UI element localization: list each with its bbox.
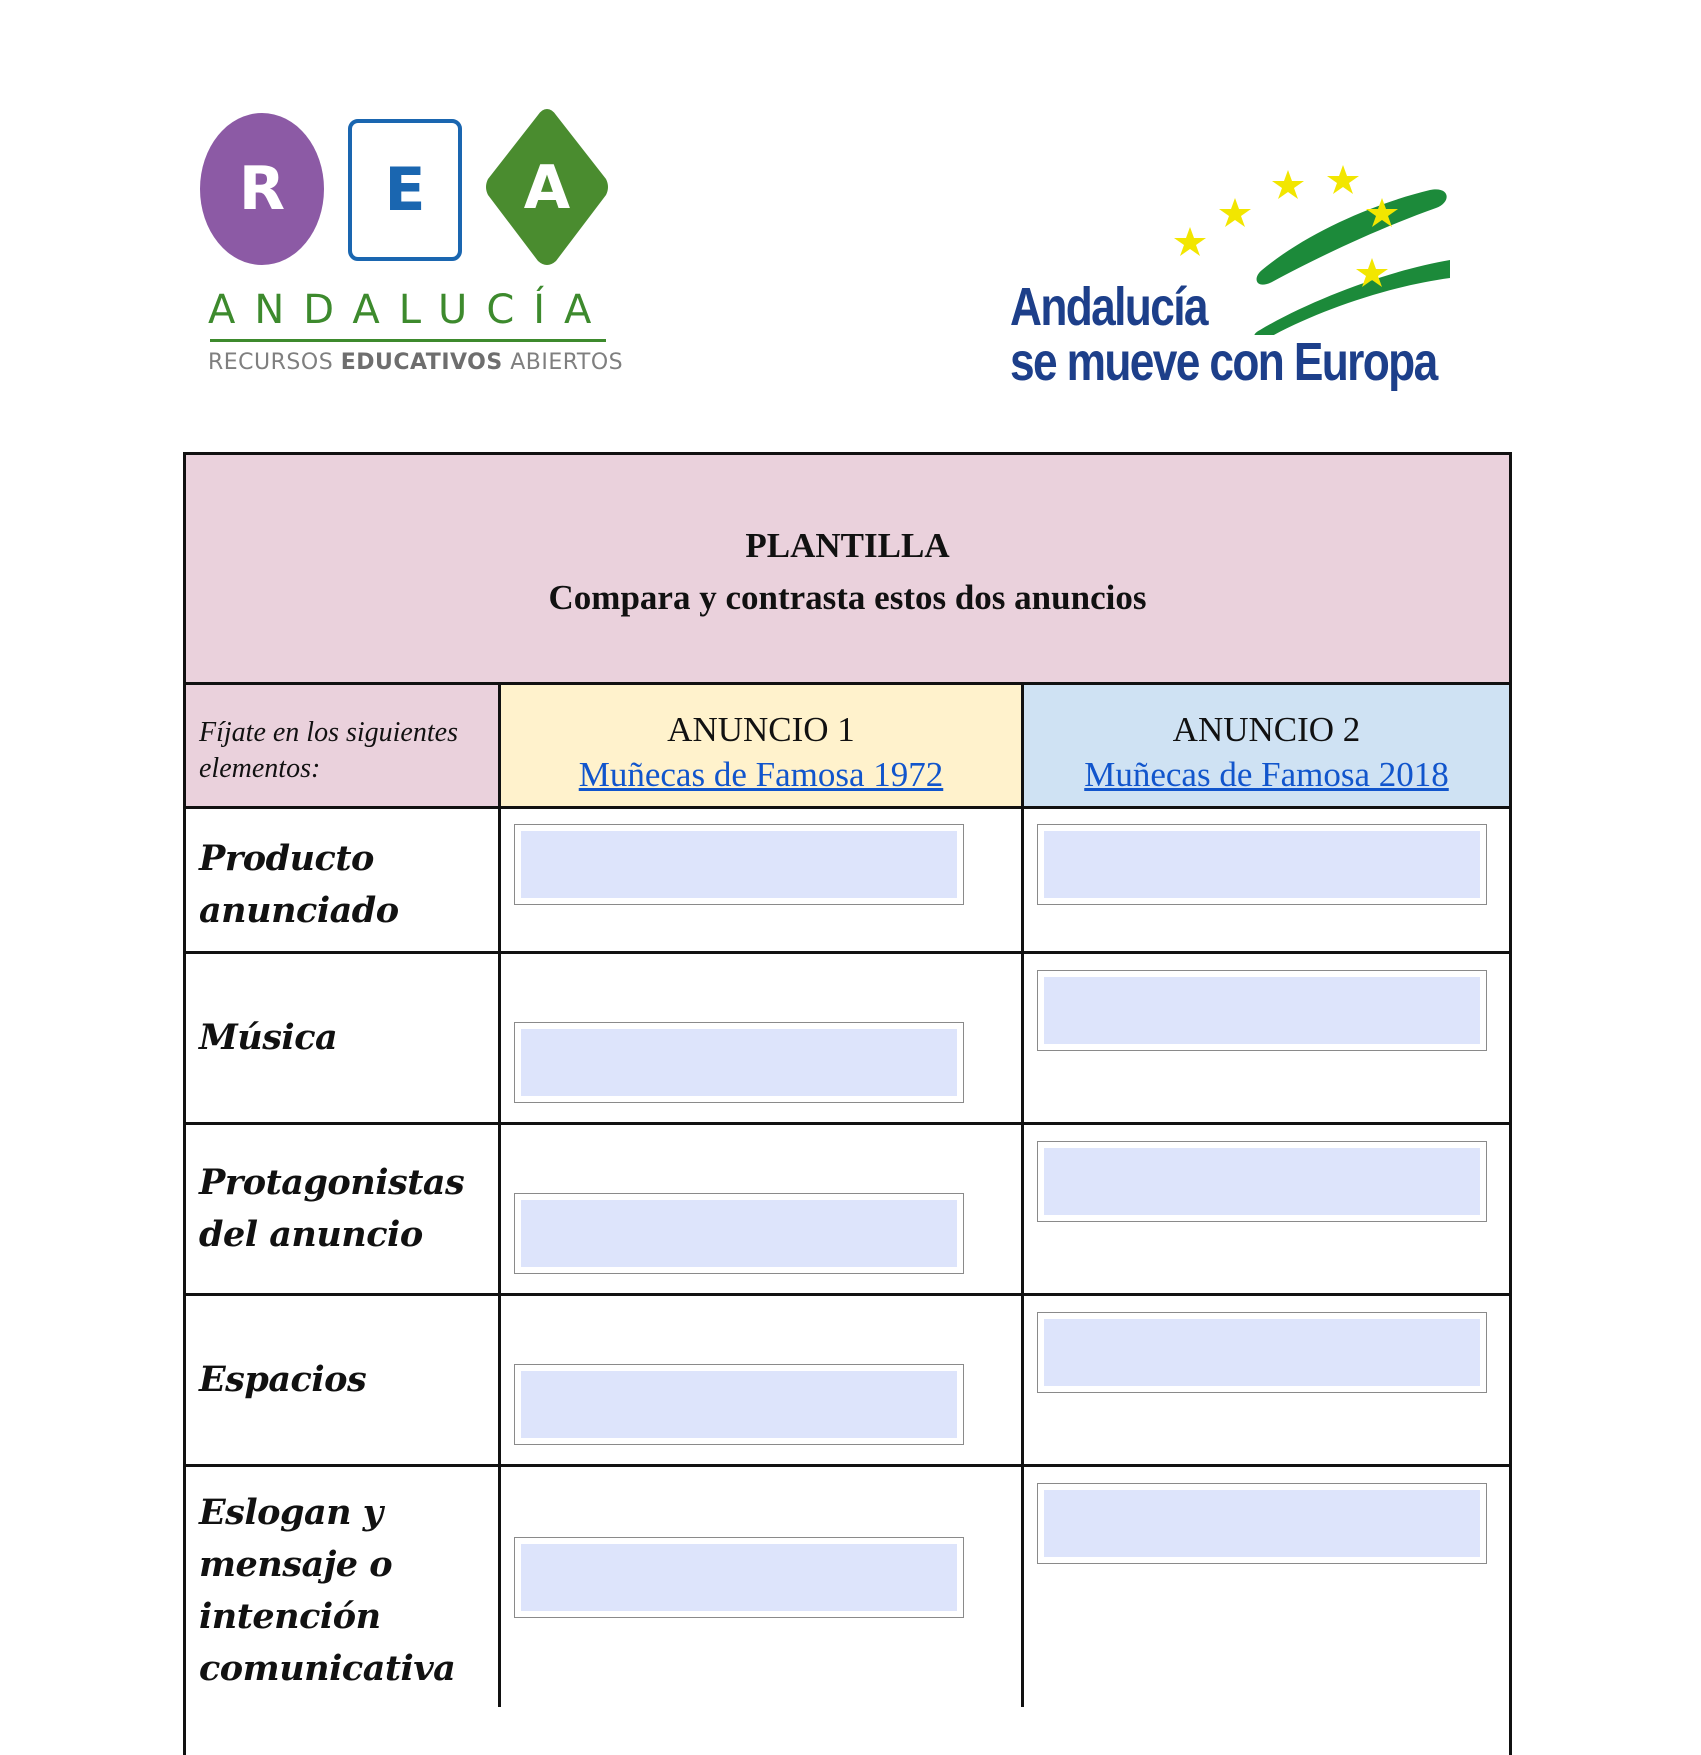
rea-r-circle: R	[200, 113, 324, 265]
table-row-protagonistas	[186, 1125, 1509, 1296]
ad1-header-cell	[501, 685, 1024, 806]
ad2-eslogan-field[interactable]	[1037, 1483, 1487, 1564]
rea-wordmark: ANDALUCÍA	[208, 287, 611, 333]
table-row-musica	[186, 954, 1509, 1125]
table-header-row	[186, 685, 1509, 809]
ad1-espacios-field[interactable]	[514, 1364, 964, 1445]
ad2-video-link[interactable]: Muñecas de Famosa 2018	[1084, 755, 1449, 794]
andalucia-europa-logo	[1010, 160, 1450, 400]
page-subtitle: Compara y contrasta estos dos anuncios	[548, 577, 1147, 617]
page-title: PLANTILLA	[745, 525, 950, 565]
row-label-protagonistas: Protagonistas del anuncio	[199, 1162, 465, 1255]
row-label-producto: Producto anunciado	[199, 838, 399, 931]
table-row-eslogan	[186, 1467, 1509, 1707]
comparison-table	[183, 452, 1512, 1755]
rea-andalucia-logo	[200, 105, 624, 385]
ad2-musica-field[interactable]	[1037, 970, 1487, 1051]
row-label-espacios: Espacios	[199, 1359, 367, 1400]
europa-slogan: Andalucía se mueve con Europa	[1010, 277, 1437, 392]
rea-a-diamond: A	[523, 152, 571, 223]
table-row-producto	[186, 809, 1509, 954]
table-row-espacios	[186, 1296, 1509, 1467]
row-label-musica: Música	[199, 1017, 338, 1058]
ad1-video-link[interactable]: Muñecas de Famosa 1972	[578, 755, 944, 794]
ad2-protagonistas-field[interactable]	[1037, 1141, 1487, 1222]
ad1-eslogan-field[interactable]	[514, 1537, 964, 1618]
ad1-musica-field[interactable]	[514, 1022, 964, 1103]
rea-e-square: E	[348, 119, 462, 261]
ad2-espacios-field[interactable]	[1037, 1312, 1487, 1393]
rea-subtitle: RECURSOS EDUCATIVOS ABIERTOS	[208, 350, 624, 375]
row-label-eslogan: Eslogan y mensaje o intención comunicativa	[199, 1492, 456, 1689]
ad2-label: ANUNCIO 2	[1172, 710, 1361, 749]
ad2-producto-field[interactable]	[1037, 824, 1487, 905]
table-title-cell	[186, 455, 1509, 685]
instruction-cell: Fíjate en los siguientes elementos:	[186, 685, 501, 806]
ad1-producto-field[interactable]	[514, 824, 964, 905]
ad2-header-cell	[1024, 685, 1509, 806]
ad1-label: ANUNCIO 1	[667, 710, 855, 749]
rea-divider	[210, 339, 606, 342]
ad1-protagonistas-field[interactable]	[514, 1193, 964, 1274]
